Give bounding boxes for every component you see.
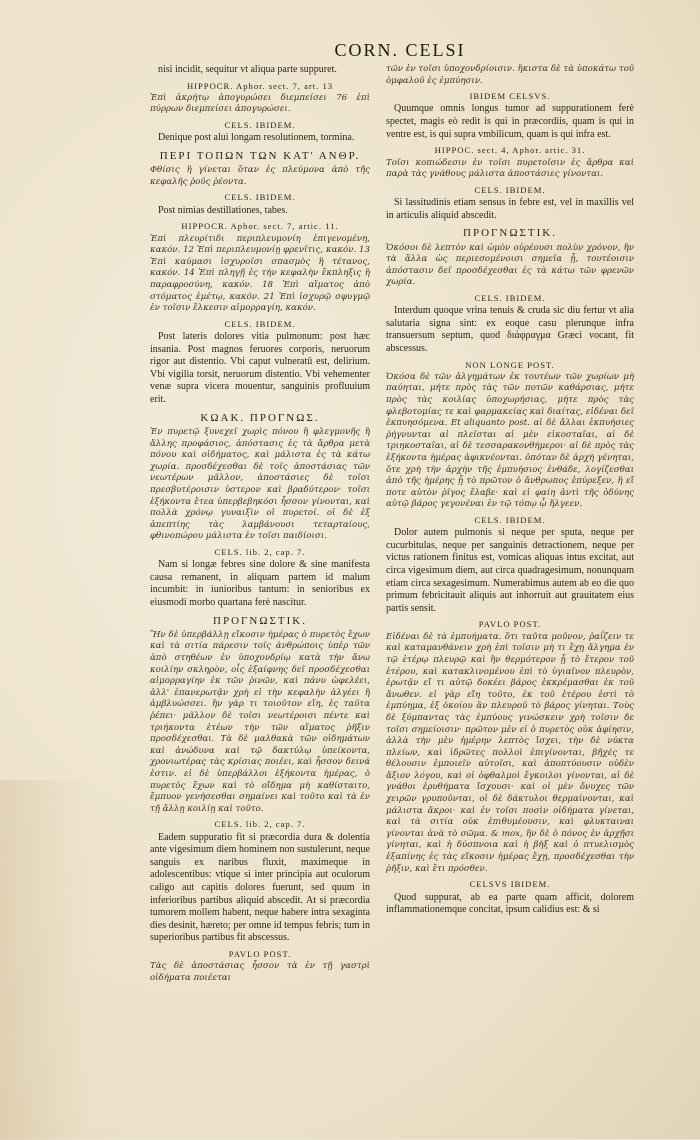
section-heading: CELSVS IBIDEM. — [469, 879, 551, 890]
section-heading: HIPPOC. sect. 4, Aphor. artic. 31. — [434, 145, 586, 156]
greek-passage: τῶν ἐν τοῖσι ὑποχονδρίοισιν. ἥκιστα δὲ τὰ ὑποκάτω τοῦ ὀμφαλοῦ ἐς ἐμπύησιν. — [386, 64, 634, 86]
greek-passage: Φθίσις ἢ γίνεται ὅταν ἐς πλεύμονα ἀπὸ τῆς κεφαλῆς ῥοῦς ῥέοντα. — [150, 165, 370, 187]
right-column — [386, 64, 634, 919]
greek-passage: Τοῖσι κοπιώδεσιν ἐν τοῖσι πυρετοῖσιν ἐς ἄρθρα καὶ παρὰ τὰς γνάθους μάλιστα ἀποστάσιες γίνονται. — [386, 157, 634, 180]
latin-passage: Nam si longæ febres sine dolore & sine manifesta causa remanent, in aliquam partem id malum incumbit: in iunioribus tantum: in senioribus ex eiusmodi morbo quartana ferè nascitur. — [150, 559, 370, 608]
section-heading: NON LONGE POST. — [465, 359, 555, 370]
latin-passage: Quod suppurat, ab ea parte quam afficit, dolorem inflammationemque concitat, ipsum calidius est: & si — [386, 891, 634, 916]
latin-passage: Interdum quoque vrina tenuis & cruda sic diu fertur vt alia salutaria signa sint: ex eoque casu plerunque infra transuersum septum, quod διάφραγμα Græci vocant, fit abscessus. — [386, 305, 634, 354]
section-heading: CELS. lib. 2, cap. 7. — [214, 546, 306, 557]
latin-passage: nisi incidit, sequitur vt aliqua parte suppuret. — [158, 64, 337, 75]
section-heading: CELS. IBIDEM. — [224, 192, 296, 203]
section-heading: HIPPOCR. Aphor. sect. 7, artic. 11. — [181, 221, 339, 232]
section-heading: CELS. IBIDEM. — [474, 292, 546, 303]
section-heading: CELS. IBIDEM. — [224, 120, 296, 131]
greek-passage: Ὁκόσοι δὲ λεπτὸν καὶ ὠμὸν οὐρέουσι πολὺν χρόνον, ἢν τὰ ἄλλα ὡς περιεσομένοισι σημεῖα ᾖ, τουτέοισιν ἀπόστασιν δεῖ προσδέχεσθαι ἐς τὰ κάτω τῶν φρενῶν χωρία. — [386, 242, 634, 288]
section-heading: IBIDEM CELSVS. — [469, 91, 551, 102]
greek-passage: Ἐν πυρετῷ ξυνεχεῖ χωρὶς πόνου ἢ φλεγμονῆς ἢ ἄλλης προφάσιος, ἀπόστασις ἐς τὰ ἄρθρα μετὰ πόνου καὶ οἰδήματος, καὶ μάλιστα ἐς τὰ κάτω χωρία. προσδέχεσθαι δὲ τοῖς ἀποστάσιας τῶν νεωτέρων μᾶλλον, ἀποστάσιες δὲ τοῖσι πρεσβυτέροισιν ὑστερον καὶ βραδύτερον· τοῖσι ἑξήκοντα ἔτεα ὑπερβεβηκόσι ἧσσον γίνονται, καὶ πολλὰ χρόνῳ γυναιξὶν οἱ πυρετοί. οἱ δὲ ἐξ ἀπεπτίης τὰς λαμβάνουσι τεταρταίους, φθινοπώρου μάλιστα ἐν τοῖσι παιδίοισι. — [150, 426, 370, 542]
greek-passage: Τὰς δὲ ἀποστάσιας ἧσσον τὰ ἐν τῇ γαστρὶ οἰδήματα ποιέεται — [150, 961, 370, 983]
paper-stain — [0, 780, 90, 1140]
greek-section-heading: ΠΡΟΓΝΩΣΤΙΚ. — [213, 614, 307, 627]
greek-passage: Ἐπὶ πλευρίτιδι περιπλευμονίη ἐπιγενομένη, κακόν. 12 Ἐπὶ περιπλευμονίῃ φρενῖτις, κακόν. 13 Ἐπὶ καύμασι ἰσχυροῖσι σπασμὸς ἢ τέτανος, κακόν. 14 Ἐπὶ πληγῇ ἐς τὴν κεφαλὴν ἔκπληξις ἢ παραφροσύνη, κακόν. 18 Ἐπὶ αἵματος ἀπὸ στόματος ἐμέτῳ, κακόν. 21 Ἐπὶ ἰσχυρῷ σφυγμῷ ἐν τοῖσιν ἕλκεσιν αἱμορραγίη, κακόν. — [150, 233, 370, 314]
greek-passage: Ἢν δὲ ὑπερβάλλῃ εἴκοσιν ἡμέρας ὁ πυρετὸς ἔχων καὶ τὰ σιτία πάρεσιν τοῖς ἀνθρώποις ὑπὲρ τῶν ἀπὸ στηθέων ἐν ὑποχονδρίῳ κατὰ τὴν ἄνω κοιλίην σκληρὸν, οἷς ἐξαίφνης δεῖ προσδέχεσθαι αἱμορραγίην ἐκ τῶν ῥινῶν, καὶ πάνυ ὠφελέει, ἀλλ' ἐπανερωτᾷν χρὴ εἰ τὴν κεφαλὴν ἀλγέει ἢ ἀμβλυώσσει. ἢν γὰρ τι τοιοῦτον εἴη, ἐς ταῦτα ῥέπει· μᾶλλον δὲ τοῖσι νεωτέροισι πέντε καὶ τριήκοντα ἐτέων τὴν τῶν αἵματος ῥῆξιν προσδέχεσθαι. Τὰ δὲ μαλθακὰ τῶν οἰδημάτων καὶ ἀνώδυνα καὶ τῷ δακτύλῳ ὑπείκοντα, χρονιωτέρας τὰς κρίσιας ποιέει, καὶ ἧσσον δεινά ἐστιν. εἰ δὲ ὑπερβάλλοι ἑξήκοντα ἡμέρας, ὁ πυρετὸς ἔχων καὶ τὸ οἴδημα μὴ καθίσταιτο, ἔμπυον γενήσεσθαι σημαίνει καὶ τοῦτο καὶ τὰ ἐν τῇ ἄλλῃ κοιλίῃ καὶ τοῦτο. — [150, 629, 370, 814]
latin-passage: Post nimias destillationes, tabes. — [158, 204, 288, 216]
greek-section-heading: ΠΡΟΓΝΩΣΤΙΚ. — [463, 227, 557, 240]
left-column — [150, 64, 370, 986]
greek-passage: Εἰδέναι δὲ τὰ ἐμπυήματα. ὅτι ταῦτα μοῦνον, ῥαΐζειν τε καὶ καταμανθάνειν χρὴ ἐπὶ τοῖσιν μὴ τι ἔχῃ ἄλγημα ἐν τῷ ἑτέρῳ πλευρῷ καὶ ἢν θερμότερον ᾖ τὸ ἕτερον τοῦ ἑτέρου, καὶ κατακλινομένου ἐπὶ τὸ ὑγιαῖνον πλευρὸν, ἐρωτᾷν εἴ τι αὐτῷ δοκέει βάρος ἐκκρέμασθαι ἐκ τοῦ ἄνωθεν. εἰ γὰρ εἴη τοῦτο, ἐκ τοῦ ἑτέρου ἐστὶ τὸ ἐμπύημα, ἐξ ὁκοίου ἂν πλευροῦ τὸ βάρος γίνηται. Τοὺς δὲ ξύμπαντας τὰς ἐμπύους γινώσκειν χρὴ τοῖσιν δε τοῖσι σημείοισιν· πρῶτον μὲν εἰ ὁ πυρετὸς οὐκ ἀφίησιν, ἀλλὰ τὴν μὲν ἡμέρην λεπτὸς ἴσχει, τὴν δὲ νύκτα πλείων, καὶ ἱδρῶτες πολλοὶ ἐπιγίνονται, βῆχές τε θέλουσιν ἐμποιεῖν αὐτοῖσι, καὶ ἀποπτύουσιν οὐδὲν ἄξιον λόγου, καὶ οἱ ὀφθαλμοὶ ἔγκοιλοι γίνονται, αἱ δὲ γνάθοι ἐρυθήματα ἴσχουσι· καὶ οἱ μὲν ὄνυχες τῶν χειρῶν γρυποῦνται, οἱ δὲ δάκτυλοι θερμαίνονται, καὶ μάλιστα ἄκροι· καὶ ἐν τοῖσι ποσὶν οἰδήματα γίνεται, καὶ τὰ σιτία οὐκ ἐπιθυμέουσιν, καὶ φλυκταιναι γίνονται ἀνὰ τὸ σῶμα. & mox, ἢν δὲ ὁ πόνος ἐν ἀρχῇσι γίνηται, καὶ ἡ δύσπνοια καὶ ἡ βὴξ καὶ ὁ πτυελισμὸς ἐξαπίνης ἐς τὰς εἴκοσιν ἡμέρας ἔχῃ, προσδέχεσθαι τὴν ῥῆξιν, καὶ ἔτι πρόσθεν. — [386, 631, 634, 874]
latin-passage: Denique post aluì longam resolutionem, tormina. — [158, 132, 355, 144]
section-heading: CELS. IBIDEM. — [474, 515, 546, 525]
latin-passage: Quumque omnis longus tumor ad suppurationem ferè spectet, magis eò redit is qui in præcordiis, quam is qui in ventre est, is qui supra vmbilicum, quam is qui infra est. — [386, 103, 634, 140]
greek-passage: Ὁκόσα δὲ τῶν ἀλγημάτων ἐκ τουτέων τῶν χωρίων μὴ παύηται, μήτε πρὸς τὰς τῶν ποτῶν καθάρσιας, μήτε πρὸς τὰς κοιλίας ὑποχωρήσιας, μήτε πρὸς τὰς φλεβοτομίας τε καὶ φαρμακείας καὶ διαίτας, εἰδέναι δεῖ ἐκπυησόμενα. Et aliquanto post. αἱ δὲ ἄλλαι ἐκπυήσιες ῥήγνυνται αἱ πλεῖσται αἱ μὲν εἰκοσταῖαι, αἱ δὲ τριηκοσταῖαι, αἱ δὲ τεσσαρακονθήμεροι· αἱ δὲ πρὸς τὰς ἑξήκοντα ἡμέρας ἀφικνέονται. ὁπόταν δὲ ἀρχὴ γένηται, ὅτε χρὴ τὴν ἀρχὴν τῆς ἐμπυήσιος ἐνθάδε, λογίζεσθαι ἀπὸ τῆς ἡμέρης ᾗ τὸ πρῶτον ὁ ἄνθρωπος ἐπύρεξεν, ἢ εἴ ποτε αὐτὸν ῥῖγος ἔλαβε· καὶ εἰ φαίη ἀντὶ τῆς ὀδύνης αὐτῷ βάρος γεγονέναι ἐν τῷ τόπῳ ᾧ ἤλγεεν. — [386, 371, 634, 510]
latin-passage: Post lateris dolores vitia pulmonum: post hæc insania. Post magnos feruores corporis, neruorum rigor aut distentio. Vbi caput vulneratū est, delirium. Vbi vigilia torsit, neruorum distentio. Vbi vehementer venæ supra vicera mouentur, sanguinis profluuium erit. — [150, 331, 370, 406]
latin-passage: Eadem suppuratio fit si præcordia dura & dolentia ante vigesimum diem hominem non sustulerunt, neque sanguis ex naribus fluxit, maximeque in adolescentibus: vtique si inter principia aut oculorum caligo aut capitis dolores fuerunt, sed quum in inferioribus partibus aliquid abscedit. At si præcordia tumorem mollem habent, neque habere intra sexaginta dies desinit, hæreto; per omne id tempus febris; tum in superioribus partibus fit abscessus. — [150, 831, 370, 944]
section-heading: CELS. lib. 2, cap. 7. — [214, 819, 306, 830]
section-heading: PAVLO POST. — [228, 949, 292, 959]
greek-section-heading: ΠΕΡΙ ΤΟΠΩΝ ΤΩΝ ΚΑΤ' ΑΝΘΡ. — [159, 149, 361, 162]
section-heading: HIPPOCR. Aphor. sect. 7, art. 13 — [186, 80, 334, 91]
running-title: CORN. CELSI — [334, 40, 466, 60]
greek-passage: Ἐπὶ ἀκρήτῳ ἀπογυρώσει διεμπείσει 76 ἐπὶ πύρρων διεμπείσει ἀπογυρώσει. — [150, 92, 370, 115]
greek-section-heading: ΚΩΑΚ. ΠΡΟΓΝΩΣ. — [200, 411, 320, 424]
section-heading: PAVLO POST. — [478, 619, 542, 630]
section-heading: CELS. IBIDEM. — [224, 318, 296, 329]
latin-passage: Si lassitudinis etiam sensus in febre est, vel in maxillis vel in articulis aliquid abscedit. — [386, 197, 634, 221]
latin-passage: Dolor autem pulmonis si neque per sputa, neque per cucurbitulas, neque per sanguinis detractionem, neque per victus rationem finitus est, vomicas aliquas intus excitat, aut circa vigesimum diem, aut circa quadragesimum, nonunquam etiam circa sexagesimum. Numerabimus autem ab eo die quo primum febricitauit aliquis aut inhorruit aut grauitatem eius partis sensit. — [386, 527, 634, 614]
section-heading: CELS. IBIDEM. — [474, 184, 546, 195]
